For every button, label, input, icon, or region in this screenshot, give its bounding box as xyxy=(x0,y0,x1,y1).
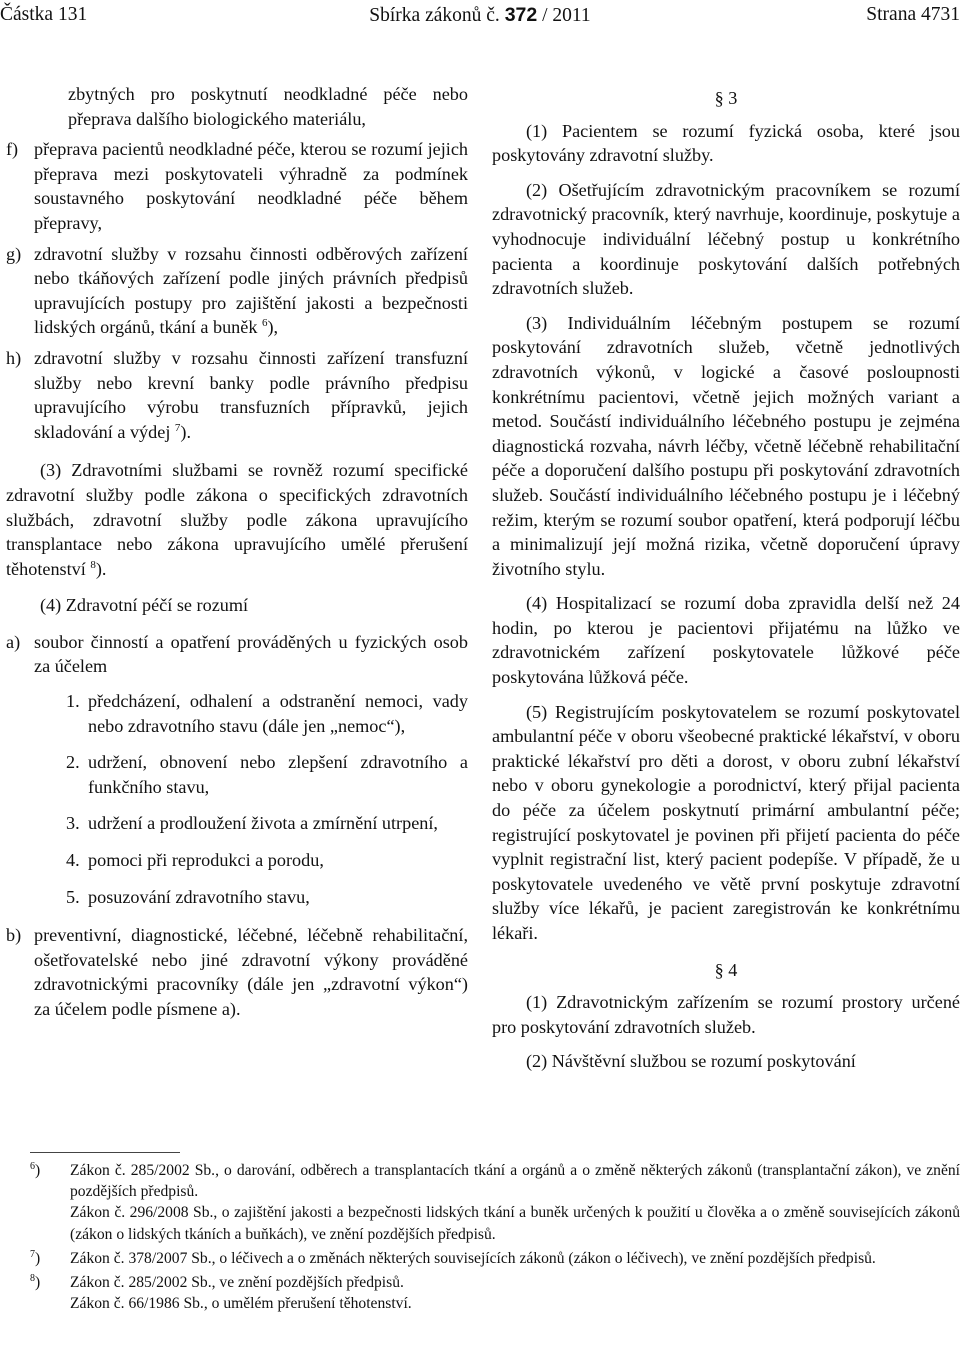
continued-item-text xyxy=(6,82,468,131)
item-label: g) xyxy=(6,243,22,264)
header-act-number: 372 xyxy=(504,4,538,26)
list-item-f xyxy=(6,137,468,235)
subitem-label: 2. xyxy=(66,752,80,773)
item-text-wrap xyxy=(34,242,468,340)
header-collection-prefix: Sbírka zákonů č. xyxy=(369,5,500,26)
section-heading-4: § 4 xyxy=(714,959,738,980)
subitem-text: pomoci při reprodukci a porodu, xyxy=(88,850,324,871)
footnote-rule xyxy=(30,1152,180,1153)
header-page-number: Strana 4731 xyxy=(866,4,960,25)
footnote-mark: $^6$) xyxy=(30,1160,41,1179)
paragraph-1: (1) Pacientem se rozumí fyzická osoba, které jsou poskytovány zdravotní služby. xyxy=(492,120,960,166)
section-4-paragraphs xyxy=(492,990,960,1074)
item-label: b) xyxy=(6,925,22,946)
subitem-text: udržení, obnovení nebo zlepšení zdravotního a funkčního stavu, xyxy=(88,752,468,797)
footnote-body xyxy=(70,1160,960,1245)
item-text: zdravotní služby v rozsahu činnosti zařízení transfuzní služby nebo krevní banky podle právního předpisu upravujícího výrobu transfuzních přípravků, jejich skladování a výdej xyxy=(34,347,468,442)
subitem-text: udržení a prodloužení života a zmírnění utrpení, xyxy=(88,813,438,834)
list-item-h xyxy=(6,346,468,444)
footnote-line: Zákon č. 378/2007 Sb., o léčivech a o změnách některých souvisejících zákonů (zákon o léčivech), ve znění pozdějších předpisů. xyxy=(70,1249,876,1267)
item-label: a) xyxy=(6,631,21,652)
right-column xyxy=(492,82,960,1084)
subitem-list xyxy=(6,689,468,909)
subitem-2 xyxy=(66,750,468,799)
item-text: preventivní, diagnostické, léčebné, léčebně rehabilitační, ošetřovatelské nebo jiné zdravotní výkony prováděné zdravotnickými pracovníky (dále jen „zdravotní výkon“) za účelem podle písmene a). xyxy=(34,925,468,1019)
section-3-paragraphs xyxy=(492,119,960,946)
paragraph-2: (2) Ošetřujícím zdravotnickým pracovníkem se rozumí zdravotnický pracovník, který navrhuje, koordinuje, poskytuje a vyhodnocuje individuální léčebný postup u konkrétního pacienta a koordinuje poskytování dalších potřebných zdravotních služeb. xyxy=(492,179,960,299)
header-collection xyxy=(0,4,960,27)
footnote-number: 6 xyxy=(30,1160,35,1172)
paragraph-5: (5) Registrujícím poskytovatelem se rozumí poskytovatel ambulantní péče v oboru všeobecné praktické lékařství, v oboru praktické lékařství pro děti a dorost, v oboru zubní lékařství nebo v oboru gynekologie a porodnictví, který přijal pacienta do péče za účelem poskytnutí primární ambulantní péče; registrující poskytovatel je povinen při přijetí pacienta do péče vyplnit registrační list, který pacient podepíše. V případě, že u poskytovatele uvedeného ve větě první poskytuje zdravotní služby více lékařů, je pacient zaregistrován ke konkrétnímu lékaři. xyxy=(492,701,960,943)
paragraph-3 xyxy=(6,458,468,581)
footnote-number: 7 xyxy=(30,1248,35,1260)
subitem-label: 5. xyxy=(66,886,80,907)
subitem-3 xyxy=(66,811,468,836)
subitem-1 xyxy=(66,689,468,738)
paragraph-4-intro: (4) Zdravotní péčí se rozumí xyxy=(40,595,249,616)
footnote-8 xyxy=(30,1272,960,1314)
subitem-label: 1. xyxy=(66,691,80,712)
paragraph-3: (3) Individuálním léčebným postupem se rozumí poskytování zdravotních služeb, včetně jednotlivých zdravotních výkonů, v logické a časové posloupnosti konkrétnímu pacientovi, včetně jejich možných variant a metod. Součástí individuálního léčebného postupu je zejména diagnostická rozvaha, návrh léčby, včetně léčebně rehabilitační péče a doporučení dalšího postupu při poskytování zdravotních služeb. Součástí individuálního léčebného postupu je i léčebný režim, kterým se rozumí soubor opatření, která podporují léčbu a minimalizují její možná rizika, včetně doporučení úpravy životního stylu. xyxy=(492,312,960,579)
footnotes xyxy=(30,1160,960,1317)
item-label: h) xyxy=(6,347,22,368)
item-text: přeprava pacientů neodkladné péče, kterou se rozumí jejich přeprava mezi poskytovateli výhradně za podmínek soustavného poskytování neodkladné péče během přepravy, xyxy=(34,139,468,233)
footnote-mark: $^7$) xyxy=(30,1248,41,1267)
item-text: soubor činností a opatření prováděných u fyzických osob za účelem xyxy=(34,631,468,677)
subitem-text: předcházení, odhalení a odstranění nemoci, vady nebo zdravotního stavu (dále jen „nemoc“), xyxy=(88,691,468,736)
footnote-6 xyxy=(30,1160,960,1245)
footnote-body xyxy=(70,1272,960,1314)
footnote-7 xyxy=(30,1248,960,1269)
footnote-body xyxy=(70,1248,960,1269)
header-year: / 2011 xyxy=(542,5,591,26)
subitem-label: 3. xyxy=(66,813,80,834)
list-item-b xyxy=(6,923,468,1021)
subitem-5 xyxy=(66,885,468,910)
footnote-mark: $^8$) xyxy=(30,1272,41,1292)
left-column xyxy=(6,82,468,1028)
item-tail: ). xyxy=(180,421,192,442)
paragraph-4: (4) Hospitalizací se rozumí doba zpravidla delší než 24 hodin, po kterou je pacientovi přijatému na lůžko ve zdravotnickém zařízení poskytovatele lůžkové péče poskytována lůžková péče. xyxy=(492,593,960,688)
footnote-ref: 6 xyxy=(261,317,268,330)
footnote-line: Zákon č. 296/2008 Sb., o zajištění jakosti a bezpečnosti lidských tkání a buněk určených k použití u člověka a o změně souvisejících zákonů (zákon o lidských tkáních a buňkách), ve znění pozdějších předpisů. xyxy=(70,1204,960,1243)
page-header xyxy=(0,4,960,28)
paragraph-1: (1) Zdravotnickým zařízením se rozumí prostory určené pro poskytování zdravotních služeb. xyxy=(492,992,960,1037)
paragraph-tail: ). xyxy=(95,558,107,579)
continued-text: zbytných pro poskytnutí neodkladné péče nebo přeprava dalšího biologického materiálu, xyxy=(68,84,468,129)
list-item-g xyxy=(6,242,468,340)
paragraph-text: (3) Zdravotními službami se rovněž rozumí specifické zdravotní služby podle zákona o specifických zdravotních službách, zdravotní služby podle zákona upravujícího transplantace nebo zákona upravujícího umělé přerušení těhotenství xyxy=(6,460,468,579)
item-text-wrap xyxy=(34,346,468,444)
footnote-ref: 7 xyxy=(174,421,181,434)
subitem-text: posuzování zdravotního stavu, xyxy=(88,886,310,907)
item-tail: ), xyxy=(267,317,279,338)
subitem-4 xyxy=(66,848,468,873)
item-label: f) xyxy=(6,139,19,160)
footnote-number: 8 xyxy=(30,1272,35,1284)
paragraph-2: (2) Návštěvní službou se rozumí poskytování xyxy=(526,1051,856,1072)
item-text: zdravotní služby v rozsahu činnosti odběrových zařízení nebo tkáňových zařízení podle jiných právních předpisů upravujících postupy pro zajištění jakosti a bezpečnosti lidských orgánů, tkání a buněk xyxy=(34,243,468,338)
header-issue: Částka 131 xyxy=(0,4,88,25)
footnote-line: Zákon č. 66/1986 Sb., o umělém přerušení těhotenství. xyxy=(70,1295,412,1313)
footnote-ref: 8 xyxy=(90,558,96,571)
list-item-a xyxy=(6,630,468,679)
subitem-label: 4. xyxy=(66,850,80,871)
footnote-line: Zákon č. 285/2002 Sb., ve znění pozdějších předpisů. xyxy=(70,1274,404,1292)
section-heading-3: § 3 xyxy=(714,88,738,108)
footnote-line: Zákon č. 285/2002 Sb., o darování, odběrech a transplantacích tkání a orgánů a o změně některých zákonů (transplantační zákon), ve znění pozdějších předpisů. xyxy=(70,1162,960,1201)
